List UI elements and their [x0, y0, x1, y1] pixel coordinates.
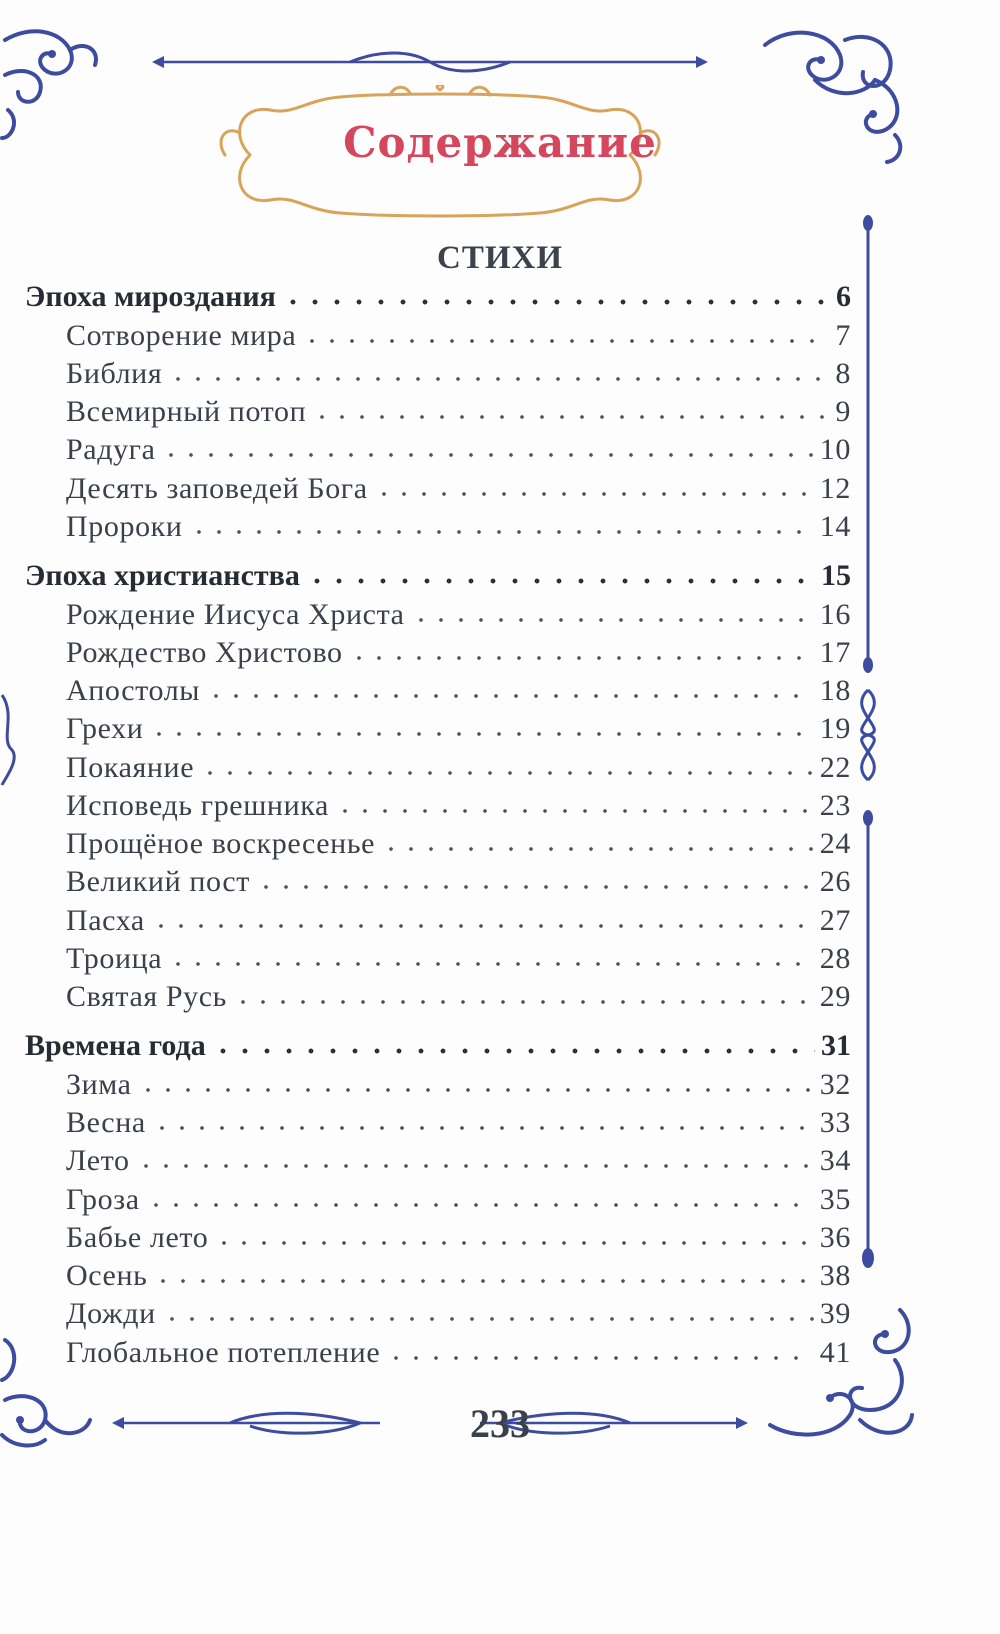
toc-leader	[162, 1317, 814, 1321]
toc-leader	[161, 453, 813, 457]
toc-page-number: 18	[819, 674, 851, 707]
toc-page-number: 38	[819, 1259, 851, 1292]
toc-entry[interactable]	[66, 435, 851, 465]
toc-entry[interactable]	[66, 1146, 851, 1176]
toc-entry-title: Прощёное воскресенье	[66, 827, 376, 860]
toc-entry[interactable]	[66, 321, 851, 351]
toc-leader	[214, 1241, 813, 1245]
toc-leader	[386, 1356, 814, 1360]
toc-entry-title: Бабье лето	[66, 1221, 209, 1254]
toc-entry-title: Рождество Христово	[66, 636, 343, 669]
toc-page-number: 33	[819, 1106, 851, 1139]
toc-page-number: 14	[819, 510, 851, 543]
toc-leader	[233, 1000, 814, 1004]
toc-page-number: 15	[821, 559, 851, 592]
toc-leader	[312, 415, 825, 419]
toc-part-title: Эпоха мироздания	[25, 280, 276, 313]
toc-entry[interactable]	[66, 359, 851, 389]
toc-page-number: 10	[819, 433, 851, 466]
toc-part[interactable]	[25, 282, 851, 312]
toc-page-number: 16	[819, 598, 851, 631]
page-number: 233	[470, 1401, 530, 1446]
toc-page-number: 22	[819, 751, 851, 784]
toc-entry[interactable]	[66, 676, 851, 706]
toc-leader	[335, 809, 814, 813]
toc-page-number: 8	[835, 357, 851, 390]
toc-leader	[149, 732, 813, 736]
toc-entry[interactable]	[66, 753, 851, 783]
toc-page-number: 28	[819, 942, 851, 975]
toc-leader	[146, 1203, 814, 1207]
toc-entry[interactable]	[66, 512, 851, 542]
toc-entry[interactable]	[66, 638, 851, 668]
toc-part[interactable]	[25, 1031, 851, 1061]
toc-page-number: 39	[819, 1297, 851, 1330]
toc-entry[interactable]	[66, 791, 851, 821]
toc-entry-title: Всемирный потоп	[66, 395, 307, 428]
toc-entry-title: Глобальное потепление	[66, 1336, 381, 1369]
toc-entry[interactable]	[66, 1299, 851, 1329]
toc-entry-title: Сотворение мира	[66, 319, 297, 352]
toc-leader	[306, 578, 815, 584]
toc-page-number: 41	[819, 1336, 851, 1369]
toc-page-number: 31	[821, 1029, 851, 1062]
toc-page-number: 12	[819, 472, 851, 505]
toc-entry-title: Покаяние	[66, 751, 195, 784]
toc-entry-title: Пасха	[66, 904, 145, 937]
toc-entry-title: Радуга	[66, 433, 156, 466]
toc-entry-title: Великий пост	[66, 865, 250, 898]
toc-entry[interactable]	[66, 867, 851, 897]
toc-entry-title: Весна	[66, 1106, 146, 1139]
toc-page-number: 34	[819, 1144, 851, 1177]
toc-page-number: 24	[819, 827, 851, 860]
toc-entry[interactable]	[66, 1185, 851, 1215]
toc-leader	[200, 771, 814, 775]
toc-entry[interactable]	[66, 829, 851, 859]
toc-page-number: 27	[819, 904, 851, 937]
toc-leader	[381, 847, 814, 851]
toc-entry-title: Исповедь грешника	[66, 789, 329, 822]
toc-leader	[189, 530, 814, 534]
toc-entry[interactable]	[66, 906, 851, 936]
toc-part[interactable]	[25, 561, 851, 591]
toc-page-number: 6	[836, 280, 851, 313]
toc-page-number: 19	[819, 712, 851, 745]
toc-page-number: 7	[835, 319, 851, 352]
toc-leader	[151, 924, 814, 928]
toc-entry[interactable]	[66, 714, 851, 744]
toc-entry[interactable]	[66, 944, 851, 974]
toc-part-title: Эпоха христианства	[25, 559, 300, 592]
toc-page-number: 35	[819, 1183, 851, 1216]
toc-entry-title: Пророки	[66, 510, 183, 543]
toc-page-number: 9	[835, 395, 851, 428]
section-heading: СТИХИ	[436, 240, 563, 276]
toc-entry[interactable]	[66, 1338, 851, 1368]
toc-leader	[349, 656, 814, 660]
toc-entry-title: Троица	[66, 942, 163, 975]
toc-part-title: Времена года	[25, 1029, 206, 1062]
toc-leader	[136, 1164, 814, 1168]
toc-entry-title: Зима	[66, 1068, 132, 1101]
toc-leader	[152, 1126, 814, 1130]
toc-entry-title: Десять заповедей Бога	[66, 472, 368, 505]
toc-leader	[282, 299, 825, 305]
toc-entry[interactable]	[66, 982, 851, 1012]
toc-leader	[168, 377, 825, 381]
toc-entry-title: Апостолы	[66, 674, 201, 707]
toc-entry[interactable]	[66, 1070, 851, 1100]
toc-entry-title: Библия	[66, 357, 163, 390]
toc-page-number: 23	[819, 789, 851, 822]
toc-entry-title: Рождение Иисуса Христа	[66, 598, 405, 631]
toc-leader	[411, 618, 814, 622]
toc-leader	[206, 694, 814, 698]
toc-page-number: 26	[819, 865, 851, 898]
toc-leader	[153, 1279, 813, 1283]
toc-entry[interactable]	[66, 1261, 851, 1291]
page-title: Содержание	[343, 118, 657, 167]
toc-entry-title: Осень	[66, 1259, 148, 1292]
toc-entry-title: Лето	[66, 1144, 130, 1177]
toc-leader	[138, 1088, 814, 1092]
toc-entry-title: Гроза	[66, 1183, 140, 1216]
toc-entry-title: Святая Русь	[66, 980, 227, 1013]
toc-leader	[256, 885, 814, 889]
toc-page-number: 32	[819, 1068, 851, 1101]
toc-page-number: 17	[819, 636, 851, 669]
toc-leader	[302, 339, 825, 343]
toc-entry[interactable]	[66, 474, 851, 504]
toc-leader	[168, 962, 814, 966]
toc-entry-title: Грехи	[66, 712, 144, 745]
toc-leader	[374, 492, 814, 496]
toc-page-number: 29	[819, 980, 851, 1013]
toc-entry[interactable]	[66, 1223, 851, 1253]
toc-page-number: 36	[819, 1221, 851, 1254]
toc-entry[interactable]	[66, 600, 851, 630]
toc-entry[interactable]	[66, 397, 851, 427]
toc-entry-title: Дожди	[66, 1297, 156, 1330]
toc-entry[interactable]	[66, 1108, 851, 1138]
toc-leader	[212, 1048, 815, 1054]
